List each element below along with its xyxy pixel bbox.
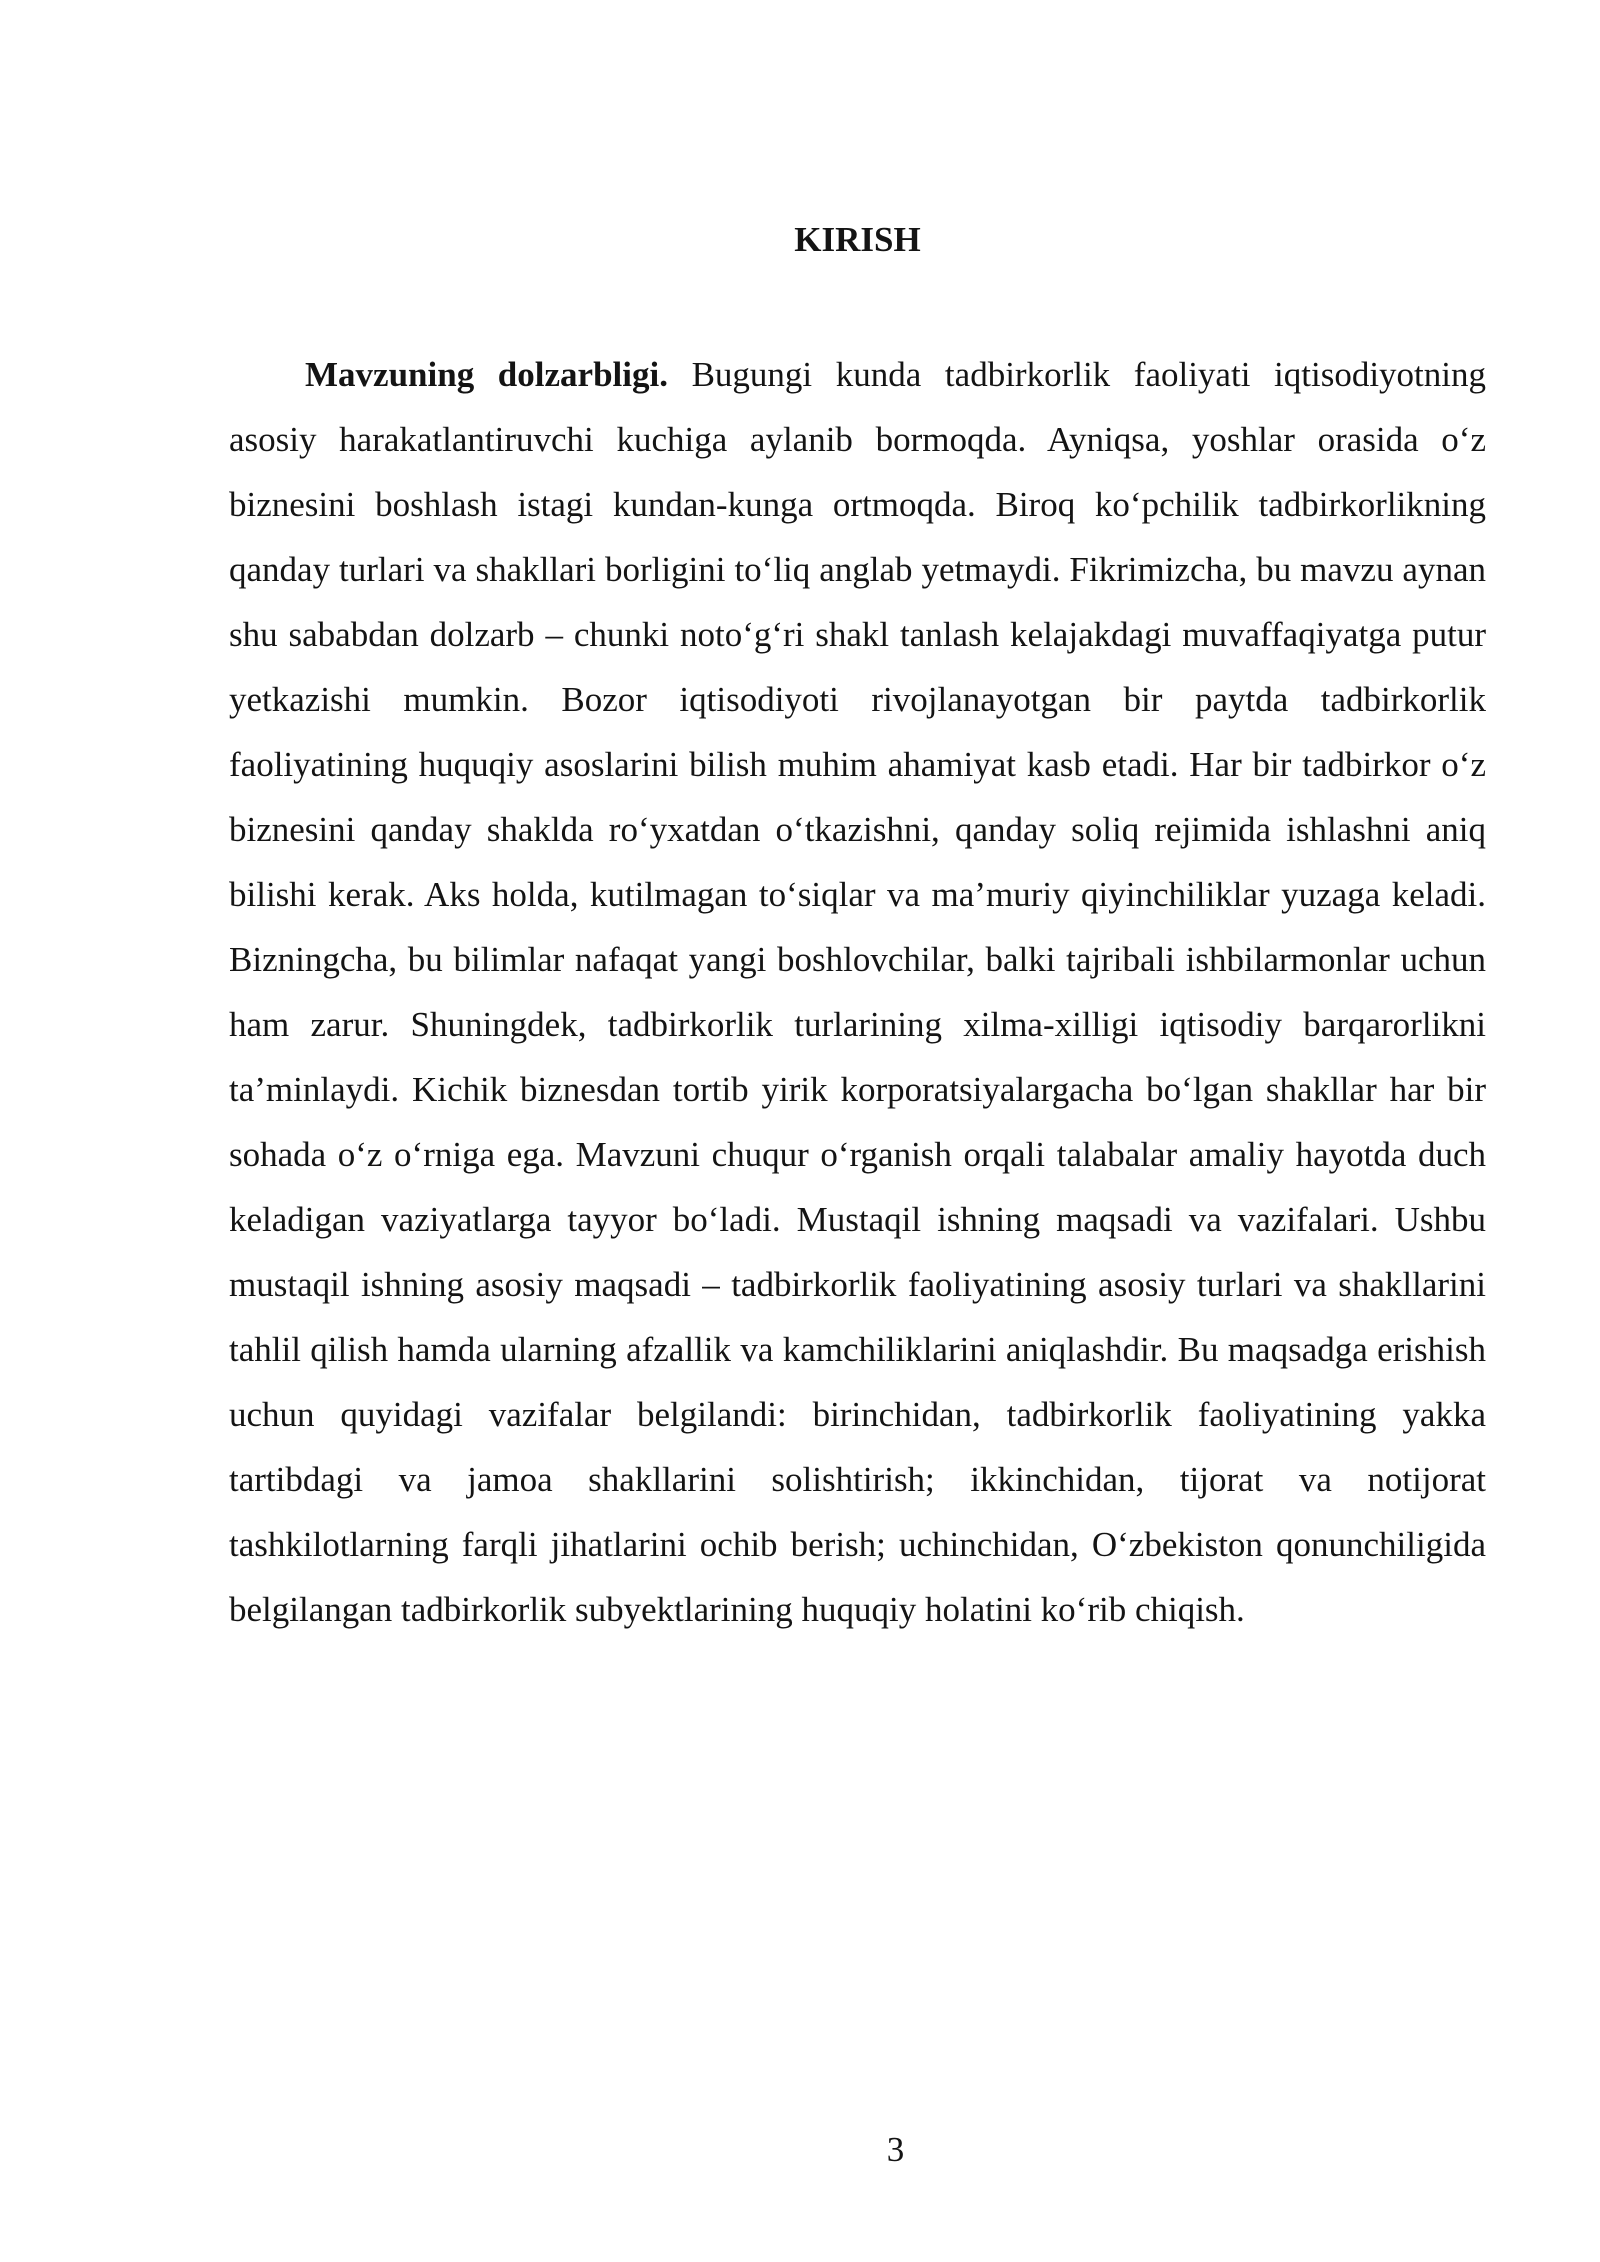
- paragraph-lead: Mavzuning dolzarbligi.: [305, 355, 668, 394]
- intro-paragraph: [229, 342, 1486, 1642]
- paragraph-body: Bugungi kunda tadbirkorlik faoliyati iqtisodiyotning asosiy harakatlantiruvchi kuchiga aylanib bormoqda. Ayniqsa, yoshlar orasida o‘z biznesini boshlash istagi kundan-kunga ortmoqda. Biroq ko‘pchilik tadbirkorlikning qanday turlari va shakllari borligini to‘liq anglab yetmaydi. Fikrimizcha, bu mavzu aynan shu sababdan dolzarb – chunki noto‘g‘ri shakl tanlash kelajakdagi muvaffaqiyatga putur yetkazishi mumkin. Bozor iqtisodiyoti rivojlanayotgan bir paytda tadbirkorlik faoliyatining huquqiy asoslarini bilish muhim ahamiyat kasb etadi. Har bir tadbirkor o‘z biznesini qanday shaklda ro‘yxatdan o‘tkazishni, qanday soliq rejimida ishlashni aniq bilishi kerak. Aks holda, kutilmagan to‘siqlar va ma’muriy qiyinchiliklar yuzaga keladi. Bizningcha, bu bilimlar nafaqat yangi boshlovchilar, balki tajribali ishbilarmonlar uchun ham zarur. Shuningdek, tadbirkorlik turlarining xilma-xilligi iqtisodiy barqarorlikni ta’minlaydi. Kichik biznesdan tortib yirik korporatsiyalargacha bo‘lgan shakllar har bir sohada o‘z o‘rniga ega. Mavzuni chuqur o‘rganish orqali talabalar amaliy hayotda duch keladigan vaziyatlarga tayyor bo‘ladi. Mustaqil ishning maqsadi va vazifalari. Ushbu mustaqil ishning asosiy maqsadi – tadbirkorlik faoliyatining asosiy turlari va shakllarini tahlil qilish hamda ularning afzallik va kamchiliklarini aniqlashdir. Bu maqsadga erishish uchun quyidagi vazifalar belgilandi: birinchidan, tadbirkorlik faoliyatining yakka tartibdagi va jamoa shakllarini solishtirish; ikkinchidan, tijorat va notijorat tashkilotlarning farqli jihatlarini ochib berish; uchinchidan, O‘zbekiston qonunchiligida belgilangan tadbirkorlik subyektlarining huquqiy holatini ko‘rib chiqish.: [229, 355, 1486, 1629]
- page-number: 3: [886, 2130, 905, 2169]
- section-heading: KIRISH: [794, 220, 921, 259]
